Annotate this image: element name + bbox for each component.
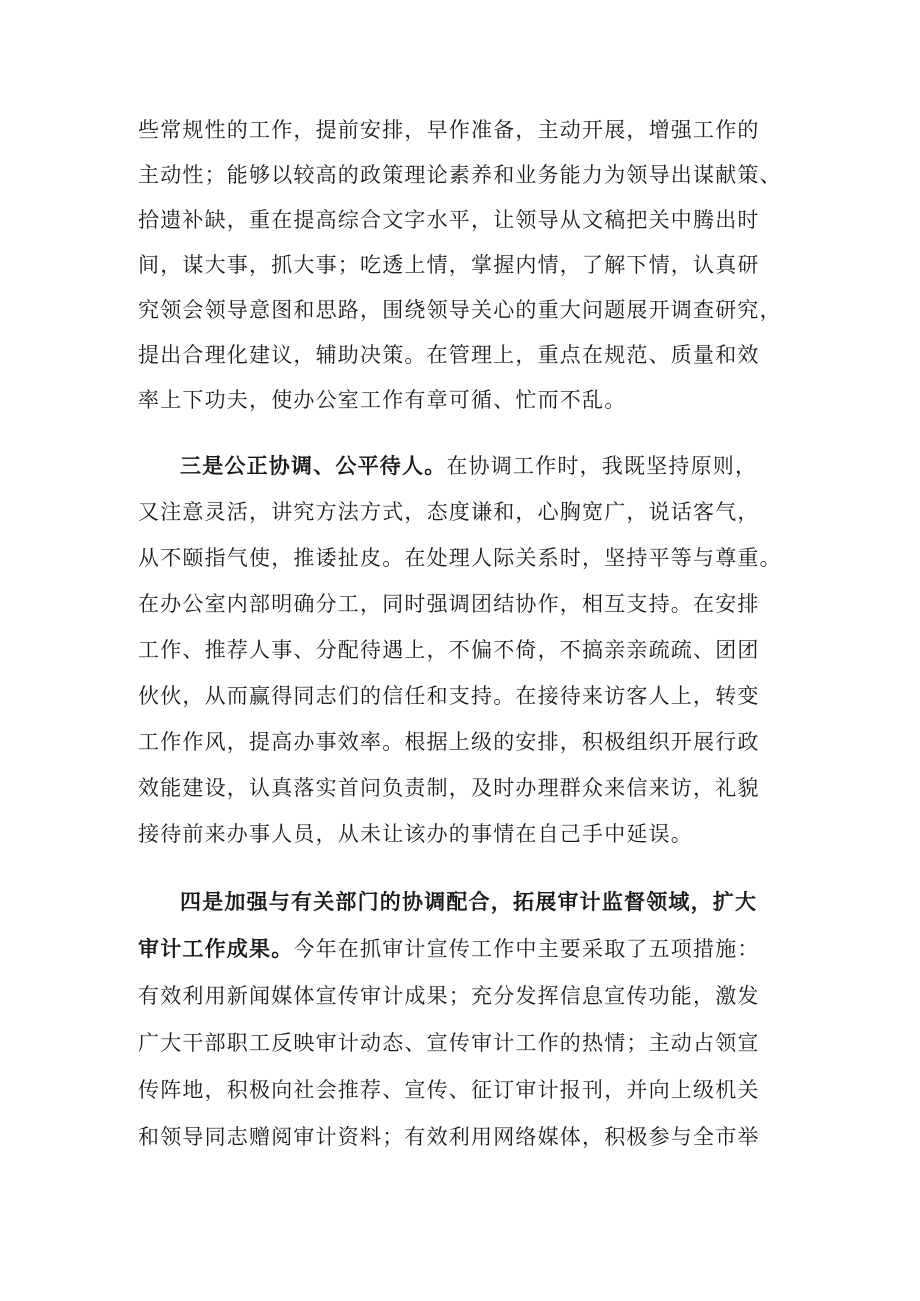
para2-first-line-text: 在协调工作时，我既坚持原则， <box>446 454 758 478</box>
para3-line-3: 有效利用新闻媒体宣传审计成果；充分发挥信息宣传功能，激发 <box>138 984 760 1008</box>
para3-line-2 <box>138 927 798 971</box>
para1-line-6: 提出合理化建议，辅助决策。在管理上，重点在规范、质量和效 <box>138 343 760 367</box>
para2-line-6: 伙伙，从而赢得同志们的信任和支持。在接待来访客人上，转变 <box>138 684 760 708</box>
para2-line-9: 接待前来办事人员，从未让该办的事情在自己手中延误。 <box>138 822 693 846</box>
para3-line-6: 和领导同志赠阅审计资料；有效利用网络媒体，积极参与全市举 <box>138 1125 760 1149</box>
para3-line-5: 传阵地，积极向社会推荐、宣传、征订审计报刊，并向上级机关 <box>138 1078 760 1102</box>
para1-line-1: 些常规性的工作，提前安排，早作准备，主动开展，增强工作的 <box>138 118 760 142</box>
para3-heading-line-1: 四是加强与有关部门的协调配合，拓展审计监督领域，扩大 <box>180 889 758 914</box>
para2-first-line <box>180 444 798 488</box>
para1-line-3: 拾遗补缺，重在提高综合文字水平，让领导从文稿把关中腾出时 <box>138 208 760 232</box>
para3-line-4: 广大干部职工反映审计动态、宣传审计工作的热情；主动占领宣 <box>138 1031 760 1055</box>
para2-line-3: 从不颐指气使，推诿扯皮。在处理人际关系时，坚持平等与尊重。 <box>138 546 782 570</box>
para1-line-4: 间，谋大事，抓大事；吃透上情，掌握内情，了解下情，认真研 <box>138 253 760 277</box>
para1-line-7: 率上下功夫，使办公室工作有章可循、忙而不乱。 <box>138 388 627 412</box>
para3-heading-line-2: 审计工作成果。 <box>138 936 294 961</box>
para2-line-8: 效能建设，认真落实首问负责制，及时办理群众来信来访，礼貌 <box>138 776 760 800</box>
para3-line-2-text: 今年在抓审计宣传工作中主要采取了五项措施： <box>293 937 760 961</box>
para2-line-4: 在办公室内部明确分工，同时强调团结协作，相互支持。在安排 <box>138 592 760 616</box>
para1-line-2: 主动性；能够以较高的政策理论素养和业务能力为领导出谋献策、 <box>138 163 782 187</box>
para2-heading: 三是公正协调、公平待人。 <box>180 453 447 478</box>
para1-line-5: 究领会领导意图和思路，围绕领导关心的重大问题展开调查研究， <box>138 298 782 322</box>
para2-line-2: 又注意灵活，讲究方法方式，态度谦和，心胸宽广，说话客气， <box>138 500 760 524</box>
para2-line-7: 工作作风，提高办事效率。根据上级的安排，积极组织开展行政 <box>138 730 760 754</box>
para2-line-5: 工作、推荐人事、分配待遇上，不偏不倚，不搞亲亲疏疏、团团 <box>138 638 760 662</box>
